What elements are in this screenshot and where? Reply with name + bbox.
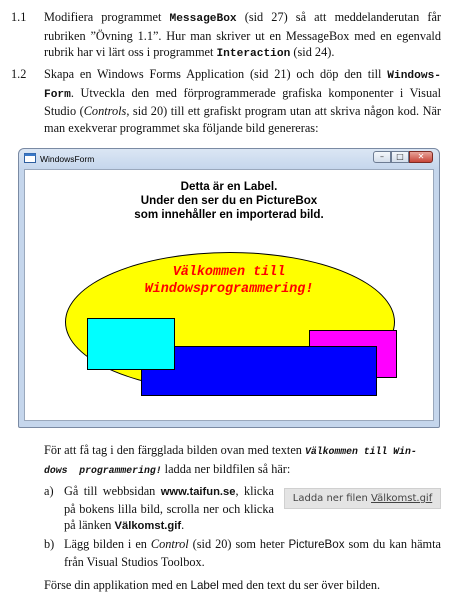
text-run: För att få tag i den färgglada bilden ovan med texten (44, 443, 305, 457)
welcome-line: Windowsprogrammering! (144, 282, 314, 297)
code-welcome-1: Välkommen till Win- (305, 446, 417, 457)
text-run: Lägg bilden i en (64, 537, 151, 551)
code-windowsform-2: Form (44, 88, 71, 101)
window-client-area (24, 169, 434, 421)
italic-controls: Controls (83, 104, 127, 119)
final-instruction (44, 577, 444, 595)
label-term: Label (190, 579, 219, 592)
section-number-1-2: 1.2 (11, 67, 27, 81)
step-a-text (64, 483, 274, 535)
text-run: (sid 24). (290, 45, 335, 60)
text-run: (sid 27) så att meddelanderutan får rubriken ”Övning 1.1”. Hur man skriver ut en MessageBox med en egenvald rubrik har vi lärt oss i programmet (44, 10, 442, 60)
step-b-text (64, 536, 441, 570)
text-run: Modifiera programmet (44, 10, 170, 24)
section-number-1-1: 1.1 (11, 10, 27, 24)
text-run: Förse din applikation med en (44, 578, 191, 592)
download-file-button[interactable] (284, 488, 441, 509)
step-b-letter: b) (44, 537, 55, 551)
label-line: Under den ser du en PictureBox (140, 194, 318, 207)
text-run: med den text du ser över bilden. (218, 578, 381, 592)
download-prefix: Ladda ner filen (292, 493, 371, 504)
valkomst-link-text: Välkomst.gif (114, 520, 182, 533)
code-windowsform-1: Windows- (387, 70, 441, 82)
text-run: (sid 20) som heter (188, 537, 289, 551)
window-controls (373, 151, 433, 163)
text-run: , klicka på bokens lilla bild, scrolla ner och klicka på länken (64, 484, 274, 533)
windows-form-window (18, 148, 440, 428)
welcome-line: Välkommen till (172, 265, 286, 280)
window-titlebar (19, 149, 439, 167)
welcome-text (25, 264, 433, 298)
window-app-icon (24, 153, 36, 163)
download-file-link[interactable]: Välkomst.gif (371, 493, 433, 504)
form-label (25, 180, 433, 222)
text-run: Skapa en Windows Forms Application (sid 21) och döp den till (44, 67, 388, 81)
maximize-button[interactable]: □ (391, 151, 409, 163)
site-link[interactable]: www.taifun.se (160, 486, 236, 498)
code-welcome-2: dows programmering! (44, 464, 162, 476)
step-a-letter: a) (44, 484, 54, 498)
blue-rectangle (141, 346, 377, 396)
text-run: . Utveckla den med förprogrammerade grafiska komponenter i Visual Studio ( (44, 85, 441, 119)
label-line: Detta är en Label. (180, 180, 278, 193)
text-run: Gå till webbsidan (64, 484, 161, 498)
close-button[interactable]: ✕ (409, 151, 433, 163)
code-messagebox: MessageBox (169, 13, 237, 25)
picturebox-term: PictureBox (288, 538, 345, 551)
download-intro-text (44, 442, 441, 479)
text-run: som du kan hämta från Visual Studios Toolbox. (64, 537, 441, 569)
exercise-1-2-text (44, 66, 441, 136)
italic-control: Control (150, 537, 189, 551)
minimize-button[interactable]: – (373, 151, 391, 163)
text-run: ladda ner bildfilen så här: (161, 461, 291, 476)
label-line: som innehåller en importerad bild. (134, 208, 324, 221)
text-run: , sid 20) till ett grafiskt program utan att skriva någon kod. När man exekverar programmet ska följande bild genereras: (44, 104, 441, 135)
cyan-rectangle (87, 318, 175, 370)
window-title: WindowsForm (40, 154, 95, 164)
code-interaction: Interaction (216, 48, 291, 61)
text-run: . (181, 518, 185, 533)
exercise-1-1-text (44, 9, 441, 63)
